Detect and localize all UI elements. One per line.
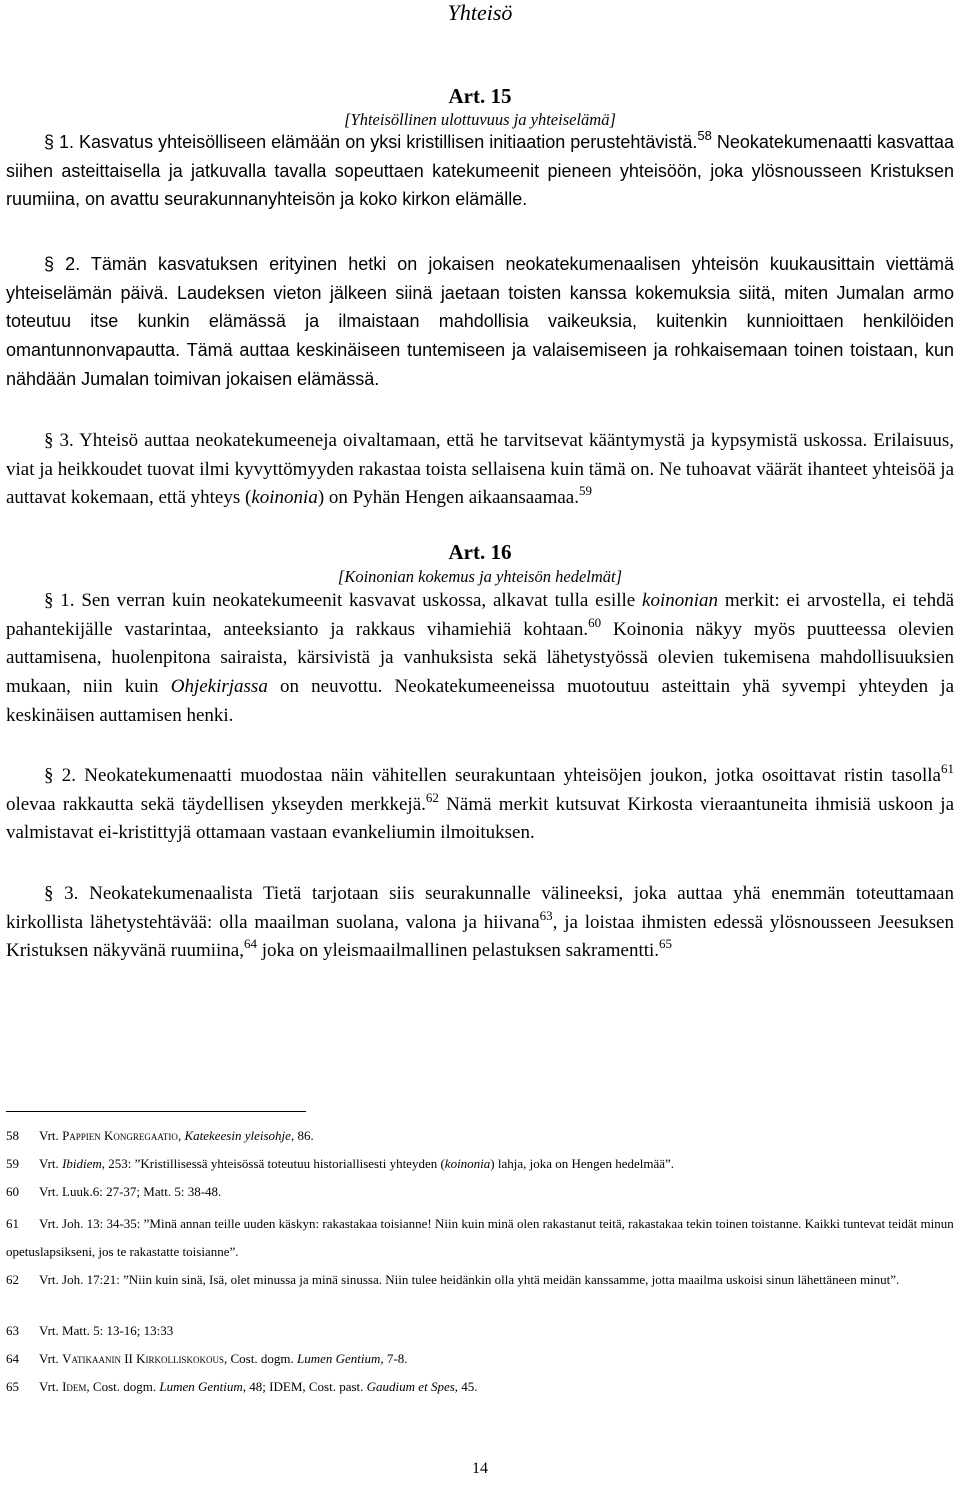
footnote-text: , Cost. dogm.	[86, 1379, 160, 1394]
para-text: Laudeksen vieton jälkeen siinä jaetaan toisten kanssa kokemuksia siitä, miten Jumalan armo toteutuu itse kunkin elämässä ja ilmaistaan mahdollisia vaikeuksia, kuitenkin kunnioittaen henkilöiden omantunnonvapautta. Tämä auttaa keskinäiseen tuntemiseen ja valaisemiseen ja rohkaisemaan toinen toistaan, kun nähdään Jumalan toimivan jokaisen elämässä.	[6, 282, 954, 389]
para-text: § 3. Yhteisö auttaa neokatekumeeneja oivaltamaan, että he tarvitsevat kääntymystä ja kypsymistä uskossa. Erilaisuus, viat ja heikkoudet tuovat ilmi kyvyttömyyden rakastaa toista sellaisena kuin tämä on. Ne tuhoavat väärät ihanteet yhteisöä ja auttavat kokemaan, että yhteys (	[6, 430, 954, 509]
para-text: § 3. Neokatekumenaalista Tietä tarjotaan siis seurakunnalle välineeksi, joka auttaa yhä enemmän toteuttamaan kirkollista lähetystehtävää: olla maailman suolana, valona ja hiivana	[6, 883, 954, 933]
footnote-text: , 86.	[290, 1128, 314, 1143]
article-15-paragraph-2	[6, 250, 954, 394]
para-text: § 1. Sen verran kuin neokatekumeenit kasvavat uskossa, alkavat tulla esille	[44, 590, 643, 611]
footnote-ref: 65	[659, 936, 673, 952]
footnote-text: Vrt. Joh. 17:21: ”Niin kuin sinä, Isä, olet minussa ja minä sinussa. Niin tulee heidänkin olla yhtä meidän kanssamme, jotta maailma uskoisi sinun lähettäneen minut”.	[39, 1272, 900, 1287]
footnote-text: ,	[177, 1128, 185, 1143]
article-16-subtitle: [Koinonian kokemus ja yhteisön hedelmät]	[337, 567, 623, 586]
para-text: Koinonia näkyy myös puutteessa olevien auttamisena, huolenpitona sairaista, kärsivistä ja vanhuksista sekä lähetystyössä olevien tukemisena mahdollisuuksien mukaan, niin kuin	[6, 618, 954, 698]
article-15-paragraph-1	[6, 128, 954, 214]
running-header: Yhteisö	[447, 0, 513, 25]
para-italic: koinonian	[642, 590, 719, 611]
para-text: Nämä merkit kutsuvat Kirkosta vieraantuneita ihmisiä uskoon ja valmistavat ei-kristittyjä ottamaan vastaan evankeliumin ilmoituksen.	[6, 793, 955, 844]
footnote-63	[6, 1322, 954, 1340]
footnote-ref: 59	[578, 483, 592, 499]
footnote-text: Vrt. Matt. 5: 13-16; 13:33	[39, 1323, 174, 1338]
footnote-text: , Cost. dogm.	[224, 1351, 297, 1366]
article-15-title: Art. 15	[448, 84, 512, 108]
footnote-number: 58	[6, 1128, 19, 1143]
footnote-ref: 60	[588, 614, 602, 630]
footnote-ref: 63	[539, 907, 553, 923]
footnote-number: 63	[6, 1323, 19, 1338]
footnote-text: , 48; IDEM, Cost. past.	[242, 1379, 367, 1394]
footnote-author: Pappien Kongregaatio	[62, 1128, 178, 1143]
footnote-text: Vrt.	[39, 1351, 63, 1366]
footnote-title: Ibidiem	[62, 1156, 102, 1171]
footnote-58	[6, 1127, 954, 1145]
footnote-title: Gaudium et Spes	[366, 1379, 455, 1394]
para-lead: § 2. Tämän kasvatuksen erityinen hetki on jokaisen neokatekumenaalisen yhteisön kuukausittain viettämä yhteiselämän päivä.	[6, 254, 954, 303]
para-text: Neokatekumenaatti kasvattaa siihen asteittaisella ja jatkuvalla tavalla sopeuttaen katekumeenit pieneen yhteisöön, joka ylösnousseen Kristuksen ruumiina, on avattu seurakunnanyhteisön ja koko kirkon elämälle.	[6, 132, 954, 210]
article-15-subtitle: [Yhteisöllinen ulottuvuus ja yhteiselämä]	[344, 110, 616, 129]
footnote-author: Vatikaanin II Kirkolliskokous	[62, 1351, 224, 1366]
footnote-65	[6, 1378, 954, 1396]
footnote-ref: 61	[941, 761, 954, 776]
para-text: ) on Pyhän Hengen aikaansaamaa.	[317, 487, 579, 509]
footnote-text: ) lahja, joka on Hengen hedelmää”.	[490, 1156, 675, 1171]
footnote-ref: 64	[243, 936, 257, 952]
page-number: 14	[472, 1460, 488, 1477]
footnote-60	[6, 1183, 954, 1201]
article-16-paragraph-3	[6, 880, 954, 966]
para-text: § 2. Neokatekumenaatti muodostaa näin vähitellen seurakuntaan yhteisöjen joukon, jotka osoittavat ristin tasolla	[44, 765, 941, 786]
footnote-title: Lumen Gentium	[159, 1379, 243, 1394]
article-16-title: Art. 16	[448, 540, 512, 564]
footnote-text: , 7-8.	[380, 1351, 408, 1366]
para-text: joka on yleismaailmallinen pelastuksen sakramentti.	[256, 940, 660, 962]
para-text: merkit: ei arvostella, ei tehdä pahantekijälle vastarintaa, anteeksianto ja rakkaus vihamiehiä kohtaan.	[6, 590, 955, 640]
footnote-62	[6, 1266, 954, 1294]
footnote-number: 65	[6, 1379, 19, 1394]
article-16-paragraph-2	[6, 762, 954, 848]
footnote-text: , 253: ”Kristillisessä yhteisössä toteutuu historiallisesti yhteyden (	[101, 1156, 445, 1171]
footnote-text: Vrt. Luuk.6: 27-37; Matt. 5: 38-48.	[39, 1184, 222, 1199]
para-text: olevaa rakkautta sekä täydellisen ykseyden merkkejä.	[6, 793, 426, 815]
footnote-text: , 45.	[454, 1379, 478, 1394]
footnote-ref: 62	[425, 789, 439, 805]
footnote-text: Vrt. Joh. 13: 34-35: ”Minä annan teille uuden käskyn: rakastakaa toisianne! Niin kuin minä olen rakastanut teitä, rakastakaa tekin toinen toistanne. Kaikki tuntevat teidät minun opetuslapsikseni, jos te rakastatte toisianne”.	[6, 1216, 954, 1259]
para-italic: koinonia	[251, 487, 318, 509]
footnote-title: Lumen Gentium	[296, 1351, 381, 1366]
footnote-number: 62	[6, 1272, 19, 1287]
para-text: , ja loistaa ihmisten edessä ylösnousseen Jeesuksen Kristuksen näkyvänä ruumiina,	[6, 911, 954, 962]
footnote-text: Vrt.	[39, 1156, 63, 1171]
footnote-title: Katekeesin yleisohje	[184, 1128, 291, 1143]
footnote-text: Vrt.	[39, 1379, 63, 1394]
footnote-61	[6, 1210, 954, 1266]
footnote-author: Idem	[62, 1379, 87, 1394]
footnote-number: 59	[6, 1156, 19, 1171]
para-italic: Ohjekirjassa	[170, 676, 268, 698]
footnote-number: 61	[6, 1216, 19, 1231]
footnote-number: 60	[6, 1184, 19, 1199]
footnote-divider	[6, 1111, 306, 1112]
footnote-title: koinonia	[444, 1156, 491, 1171]
article-16-paragraph-1	[6, 587, 954, 731]
article-15-paragraph-3	[6, 427, 954, 513]
para-text: on neuvottu. Neokatekumeeneissa muotoutuu asteittain yhä syvempi yhteyden ja keskinäisen auttamisen henki.	[6, 676, 954, 726]
footnote-64	[6, 1350, 954, 1368]
footnote-ref: 58	[697, 128, 712, 143]
footnote-number: 64	[6, 1351, 19, 1366]
footnote-59	[6, 1155, 954, 1173]
footnote-text: Vrt.	[39, 1128, 63, 1143]
para-lead: § 1. Kasvatus yhteisölliseen elämään on yksi kristillisen initiaation perustehtävistä.	[44, 132, 698, 152]
